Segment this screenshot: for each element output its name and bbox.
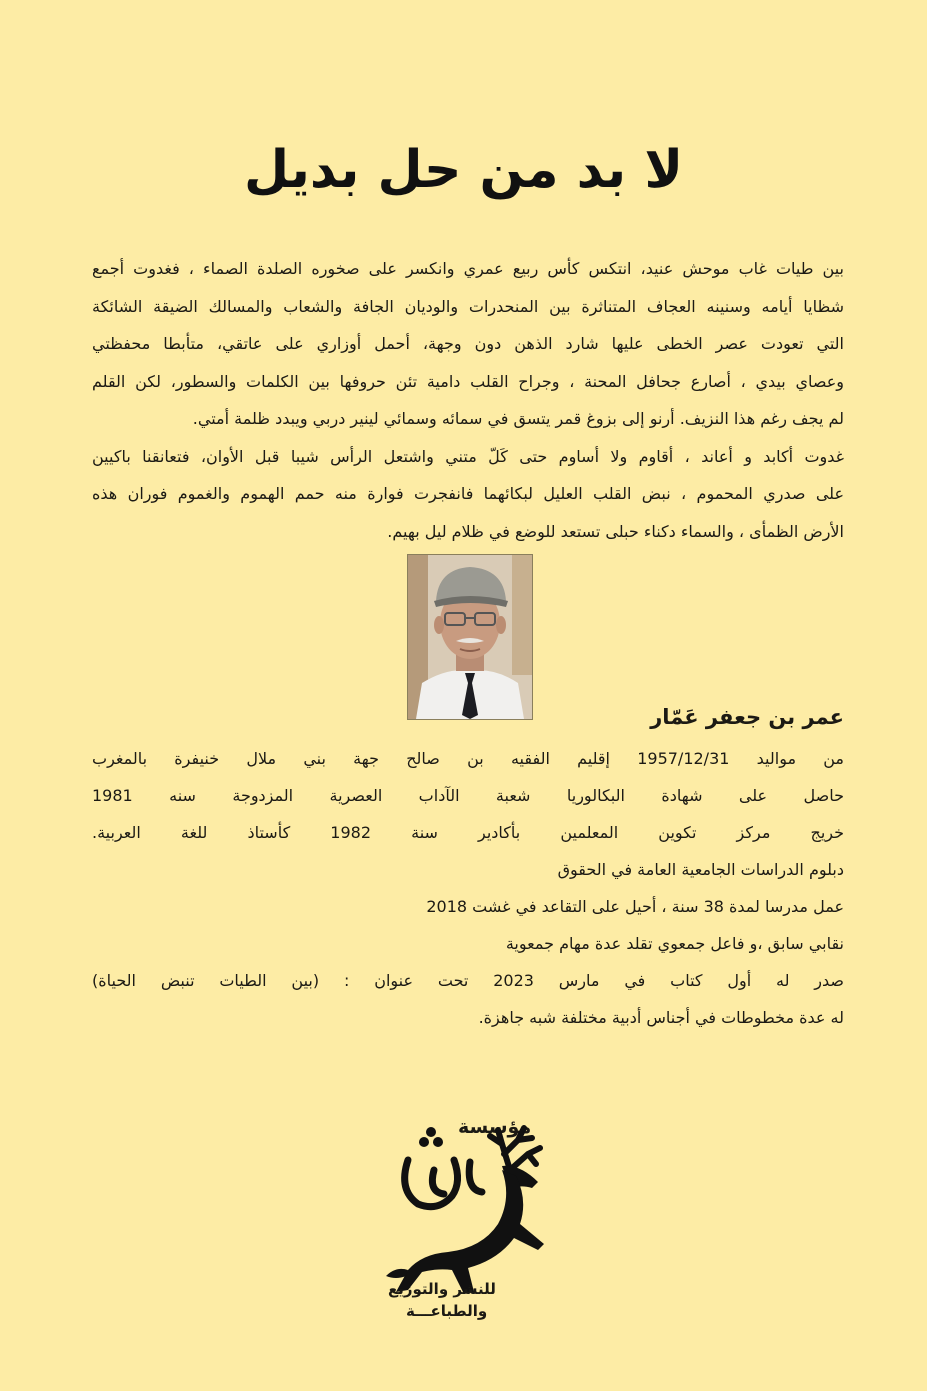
bio-line: نقابي سابق ،و فاعل جمعوي تقلد عدة مهام جمعوية: [505, 934, 844, 953]
excerpt-line: التي تعودت عصر الخطى عليها شارد الذهن دون وجهة، أحمل أوزاري على عاتقي، متأبطا محفظتي: [92, 334, 844, 353]
author-name: عمر بن جعفر عَمّار: [650, 705, 844, 729]
publisher-logo-text: دنيا: [438, 1180, 440, 1181]
publisher-prefix: مؤسسة: [458, 1116, 532, 1138]
excerpt-line: غدوت أكابد و أعاند ، أقاوم ولا أساوم حتى كَلّ متني واشتعل الرأس شيبا قبل الأوان، فتعانقنا باكيين: [92, 446, 844, 466]
bio-line: عمل مدرسا لمدة 38 سنة ، أحيل على التقاعد في غشت 2018: [426, 897, 844, 916]
bio-line: حاصل على شهادة البكالوريا شعبة الآداب العصرية المزدوجة سنه 1981: [92, 786, 844, 805]
bio-line: من مواليد 1957/12/31 إقليم الفقيه بن صالح جهة بني ملال خنيفرة بالمغرب: [92, 749, 844, 768]
book-title: لا بد من حل بديل: [243, 140, 684, 200]
excerpt-line: لم يجف رغم هذا النزيف. أرنو إلى بزوغ قمر يتسق في سمائه وسمائي لينير دربي ويبدد ظلمة أمتي.: [192, 409, 844, 428]
publisher-tagline-2: والطباعـــة: [406, 1302, 488, 1320]
excerpt-paragraph: [92, 250, 844, 550]
bio-line: له عدة مخطوطات في أجناس أدبية مختلفة شبه جاهزة.: [478, 1008, 844, 1027]
bio-line: دبلوم الدراسات الجامعية العامة في الحقوق: [557, 860, 844, 879]
author-photo: [407, 554, 533, 720]
excerpt-line: على صدري المحموم ، نبض القلب العليل لبكائهما فانفجرت فوارة منه حمم الهموم والغموم فوران هذه: [92, 484, 844, 503]
excerpt-line: شظايا أيامه وسنينه العجاف المتناثرة بين المنحدرات والوديان الجافة والشعاب والمسالك الضيقة الشائكة: [92, 296, 844, 316]
publisher-tagline: للنشر والتوزيع: [388, 1280, 496, 1298]
excerpt-line: الأرض الظمأى ، والسماء دكناء حبلى تستعد للوضع في ظلام ليل بهيم.: [387, 521, 844, 541]
author-bio: [92, 740, 844, 1036]
deer-icon: [378, 1120, 558, 1300]
excerpt-line: بين طيات غاب موحش عنيد، انتكس كأس ربيع عمري وانكسر على صخوره الصلدة الصماء ، فغدوت أجمع: [92, 259, 844, 278]
bio-line: صدر له أول كتاب في مارس 2023 تحت عنوان : (بين الطيات تنبض الحياة): [92, 971, 844, 990]
bio-line: خريج مركز تكوين المعلمين بأكادير سنة 1982 كأستاذ للغة العربية.: [92, 823, 844, 842]
author-portrait-icon: [408, 555, 532, 719]
excerpt-line: وعصاي بيدي ، أصارع جحافل المحنة ، وجراح القلب دامية تئن حروفها بين الكلمات والسطور، لكن القلم: [92, 371, 844, 391]
publisher-logo: [378, 1110, 558, 1340]
